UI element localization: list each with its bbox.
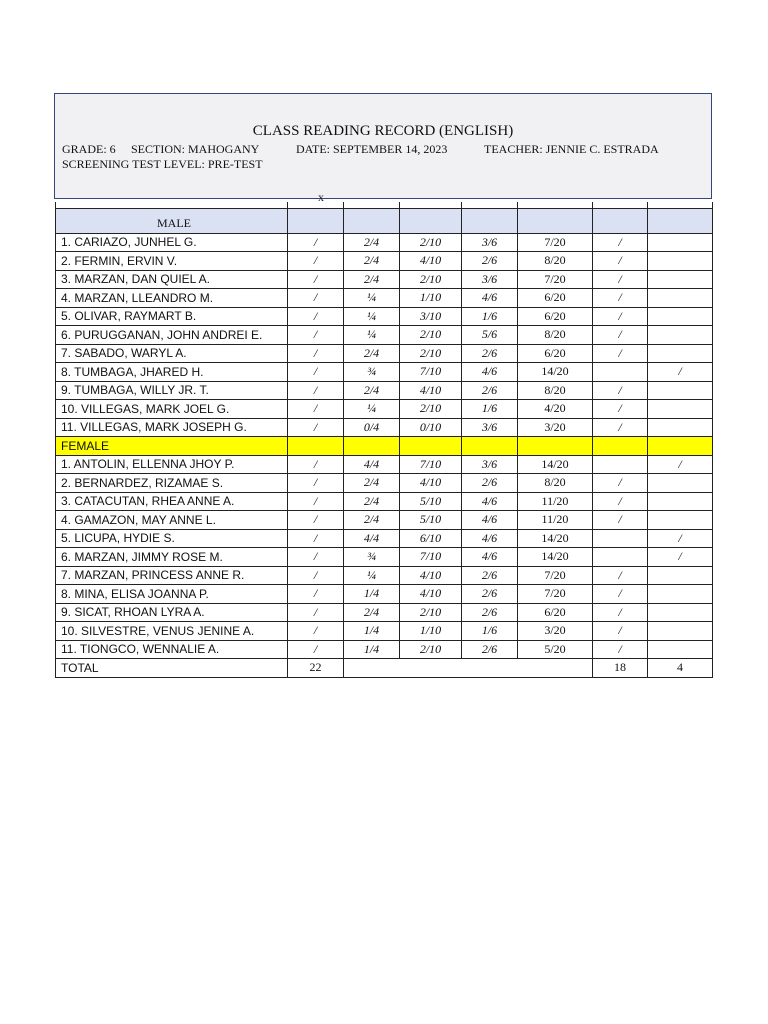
assessed-mark-cell: /	[288, 455, 344, 474]
level-1-mark-cell: /	[593, 289, 648, 308]
total-score-cell: 3/20	[518, 418, 593, 437]
level-2-mark-cell	[648, 640, 713, 659]
score-part-1-cell: 0/4	[344, 418, 400, 437]
level-2-mark-cell	[648, 252, 713, 271]
score-part-3-cell: 4/6	[462, 511, 518, 530]
score-part-2-cell: 4/10	[400, 585, 462, 604]
level-1-mark-cell: /	[593, 344, 648, 363]
student-name-cell: 9. TUMBAGA, WILLY JR. T.	[56, 381, 288, 400]
student-name-cell: 7. SABADO, WARYL A.	[56, 344, 288, 363]
total-score-cell: 14/20	[518, 548, 593, 567]
assessed-mark-cell: /	[288, 418, 344, 437]
score-part-3-cell: 2/6	[462, 585, 518, 604]
score-part-1-cell: ¼	[344, 289, 400, 308]
score-part-1-cell: ¼	[344, 307, 400, 326]
assessed-mark-cell: /	[288, 289, 344, 308]
assessed-mark-cell: /	[288, 233, 344, 252]
table-row	[56, 640, 713, 659]
level-1-mark-cell: /	[593, 270, 648, 289]
score-part-3-cell: 3/6	[462, 418, 518, 437]
level-1-mark-cell: /	[593, 381, 648, 400]
reading-record-table	[55, 202, 713, 678]
table-row	[56, 233, 713, 252]
total-score-cell: 14/20	[518, 455, 593, 474]
student-name-cell: 6. PURUGGANAN, JOHN ANDREI E.	[56, 326, 288, 345]
assessed-mark-cell: /	[288, 640, 344, 659]
total-score-cell: 7/20	[518, 270, 593, 289]
assessed-mark-cell: /	[288, 307, 344, 326]
student-name-cell: 10. VILLEGAS, MARK JOEL G.	[56, 400, 288, 419]
score-part-1-cell: ¾	[344, 548, 400, 567]
cell	[518, 437, 593, 456]
date-label: DATE: SEPTEMBER 14, 2023	[296, 142, 448, 156]
total-label-cell: TOTAL	[56, 659, 288, 678]
score-part-2-cell: 2/10	[400, 400, 462, 419]
student-name-cell: 10. SILVESTRE, VENUS JENINE A.	[56, 622, 288, 641]
total-score-cell: 5/20	[518, 640, 593, 659]
level-2-mark-cell: /	[648, 548, 713, 567]
assessed-mark-cell: /	[288, 400, 344, 419]
cell	[648, 208, 713, 233]
level-1-mark-cell	[593, 363, 648, 382]
score-part-2-cell: 2/10	[400, 344, 462, 363]
score-part-3-cell: 4/6	[462, 548, 518, 567]
level-2-mark-cell: /	[648, 455, 713, 474]
table-row	[56, 548, 713, 567]
total-score-cell: 6/20	[518, 344, 593, 363]
assessed-mark-cell: /	[288, 603, 344, 622]
assessed-mark-cell: /	[288, 492, 344, 511]
total-score-cell: 6/20	[518, 289, 593, 308]
total-score-cell: 14/20	[518, 529, 593, 548]
header-meta-line	[62, 142, 659, 157]
level-1-mark-cell: /	[593, 603, 648, 622]
score-part-2-cell: 4/10	[400, 252, 462, 271]
level-2-mark-cell	[648, 418, 713, 437]
level-2-mark-cell	[648, 307, 713, 326]
score-part-3-cell: 4/6	[462, 492, 518, 511]
score-part-2-cell: 0/10	[400, 418, 462, 437]
score-part-2-cell: 4/10	[400, 381, 462, 400]
score-part-1-cell: 1/4	[344, 640, 400, 659]
total-level-1-cell: 18	[593, 659, 648, 678]
score-part-2-cell: 3/10	[400, 307, 462, 326]
total-score-cell: 11/20	[518, 492, 593, 511]
cell	[462, 208, 518, 233]
total-score-cell: 6/20	[518, 603, 593, 622]
score-part-2-cell: 7/10	[400, 548, 462, 567]
score-part-1-cell: ¾	[344, 363, 400, 382]
cell	[648, 437, 713, 456]
level-1-mark-cell: /	[593, 585, 648, 604]
student-name-cell: 5. OLIVAR, RAYMART B.	[56, 307, 288, 326]
cell	[593, 437, 648, 456]
level-1-mark-cell: /	[593, 622, 648, 641]
score-part-3-cell: 5/6	[462, 326, 518, 345]
score-part-2-cell: 1/10	[400, 622, 462, 641]
assessed-mark-cell: /	[288, 474, 344, 493]
score-part-3-cell: 2/6	[462, 640, 518, 659]
score-part-2-cell: 5/10	[400, 492, 462, 511]
total-score-cell: 7/20	[518, 566, 593, 585]
student-name-cell: 7. MARZAN, PRINCESS ANNE R.	[56, 566, 288, 585]
student-name-cell: 3. MARZAN, DAN QUIEL A.	[56, 270, 288, 289]
table-body	[56, 202, 713, 677]
score-part-2-cell: 2/10	[400, 233, 462, 252]
total-blank-cell	[344, 659, 593, 678]
level-1-mark-cell: /	[593, 400, 648, 419]
cell	[344, 437, 400, 456]
clipped-header-glyph: x	[318, 195, 324, 203]
table-row	[56, 511, 713, 530]
total-score-cell: 11/20	[518, 511, 593, 530]
total-score-cell: 8/20	[518, 474, 593, 493]
level-2-mark-cell	[648, 566, 713, 585]
score-part-3-cell: 4/6	[462, 529, 518, 548]
student-name-cell: 11. TIONGCO, WENNALIE A.	[56, 640, 288, 659]
total-level-2-cell: 4	[648, 659, 713, 678]
female-header-row	[56, 437, 713, 456]
total-row	[56, 659, 713, 678]
level-2-mark-cell	[648, 270, 713, 289]
student-name-cell: 11. VILLEGAS, MARK JOSEPH G.	[56, 418, 288, 437]
score-part-2-cell: 2/10	[400, 640, 462, 659]
score-part-1-cell: 2/4	[344, 492, 400, 511]
student-name-cell: 1. CARIAZO, JUNHEL G.	[56, 233, 288, 252]
level-2-mark-cell	[648, 511, 713, 530]
total-score-cell: 7/20	[518, 585, 593, 604]
score-part-3-cell: 3/6	[462, 270, 518, 289]
score-part-3-cell: 2/6	[462, 603, 518, 622]
student-name-cell: 5. LICUPA, HYDIE S.	[56, 529, 288, 548]
level-1-mark-cell: /	[593, 511, 648, 530]
student-name-cell: 3. CATACUTAN, RHEA ANNE A.	[56, 492, 288, 511]
student-name-cell: 8. TUMBAGA, JHARED H.	[56, 363, 288, 382]
screening-level-label: SCREENING TEST LEVEL: PRE-TEST	[62, 157, 263, 171]
student-name-cell: 6. MARZAN, JIMMY ROSE M.	[56, 548, 288, 567]
table-row	[56, 344, 713, 363]
student-name-cell: 9. SICAT, RHOAN LYRA A.	[56, 603, 288, 622]
score-part-2-cell: 7/10	[400, 363, 462, 382]
level-1-mark-cell: /	[593, 640, 648, 659]
assessed-mark-cell: /	[288, 529, 344, 548]
level-1-mark-cell: /	[593, 307, 648, 326]
student-name-cell: 2. BERNARDEZ, RIZAMAE S.	[56, 474, 288, 493]
level-1-mark-cell: /	[593, 252, 648, 271]
total-score-cell: 3/20	[518, 622, 593, 641]
score-part-2-cell: 4/10	[400, 566, 462, 585]
female-section-label: FEMALE	[56, 437, 288, 456]
score-part-3-cell: 1/6	[462, 307, 518, 326]
assessed-mark-cell: /	[288, 326, 344, 345]
level-2-mark-cell	[648, 492, 713, 511]
section-label: SECTION: MAHOGANY	[131, 142, 260, 156]
teacher-label: TEACHER: JENNIE C. ESTRADA	[484, 142, 659, 156]
level-2-mark-cell	[648, 289, 713, 308]
level-2-mark-cell	[648, 603, 713, 622]
total-score-cell: 7/20	[518, 233, 593, 252]
table-row	[56, 566, 713, 585]
table-row	[56, 585, 713, 604]
score-part-1-cell: 4/4	[344, 455, 400, 474]
cell	[344, 208, 400, 233]
total-assessed-cell: 22	[288, 659, 344, 678]
table-row	[56, 307, 713, 326]
score-part-1-cell: 2/4	[344, 474, 400, 493]
cell	[593, 208, 648, 233]
score-part-1-cell: 1/4	[344, 622, 400, 641]
cell	[400, 437, 462, 456]
score-part-1-cell: 2/4	[344, 233, 400, 252]
score-part-3-cell: 1/6	[462, 622, 518, 641]
level-2-mark-cell: /	[648, 529, 713, 548]
student-name-cell: 2. FERMIN, ERVIN V.	[56, 252, 288, 271]
score-part-2-cell: 7/10	[400, 455, 462, 474]
cell	[288, 437, 344, 456]
score-part-1-cell: 4/4	[344, 529, 400, 548]
level-2-mark-cell: /	[648, 363, 713, 382]
score-part-3-cell: 1/6	[462, 400, 518, 419]
assessed-mark-cell: /	[288, 622, 344, 641]
level-1-mark-cell: /	[593, 492, 648, 511]
table-row	[56, 289, 713, 308]
table-row	[56, 326, 713, 345]
level-2-mark-cell	[648, 326, 713, 345]
student-name-cell: 4. MARZAN, LLEANDRO M.	[56, 289, 288, 308]
score-part-3-cell: 3/6	[462, 233, 518, 252]
total-score-cell: 4/20	[518, 400, 593, 419]
table-row	[56, 603, 713, 622]
assessed-mark-cell: /	[288, 548, 344, 567]
assessed-mark-cell: /	[288, 363, 344, 382]
assessed-mark-cell: /	[288, 511, 344, 530]
total-score-cell: 8/20	[518, 326, 593, 345]
score-part-1-cell: 2/4	[344, 381, 400, 400]
assessed-mark-cell: /	[288, 585, 344, 604]
score-part-3-cell: 2/6	[462, 252, 518, 271]
male-section-label: MALE	[56, 208, 288, 233]
table-row	[56, 252, 713, 271]
level-1-mark-cell	[593, 455, 648, 474]
score-part-1-cell: 1/4	[344, 585, 400, 604]
score-part-1-cell: 2/4	[344, 252, 400, 271]
student-name-cell: 1. ANTOLIN, ELLENNA JHOY P.	[56, 455, 288, 474]
student-name-cell: 8. MINA, ELISA JOANNA P.	[56, 585, 288, 604]
score-part-3-cell: 3/6	[462, 455, 518, 474]
record-header	[54, 93, 712, 199]
score-part-2-cell: 4/10	[400, 474, 462, 493]
score-part-1-cell: 2/4	[344, 603, 400, 622]
table-row	[56, 270, 713, 289]
assessed-mark-cell: /	[288, 252, 344, 271]
table-row	[56, 455, 713, 474]
score-part-3-cell: 2/6	[462, 381, 518, 400]
score-part-2-cell: 6/10	[400, 529, 462, 548]
table-row	[56, 529, 713, 548]
score-part-2-cell: 2/10	[400, 326, 462, 345]
level-2-mark-cell	[648, 474, 713, 493]
table-row	[56, 474, 713, 493]
total-score-cell: 6/20	[518, 307, 593, 326]
score-part-3-cell: 2/6	[462, 474, 518, 493]
score-part-2-cell: 1/10	[400, 289, 462, 308]
level-1-mark-cell: /	[593, 418, 648, 437]
total-score-cell: 8/20	[518, 252, 593, 271]
score-part-1-cell: ¼	[344, 326, 400, 345]
level-2-mark-cell	[648, 381, 713, 400]
cell	[400, 208, 462, 233]
cell	[462, 437, 518, 456]
level-1-mark-cell	[593, 548, 648, 567]
level-1-mark-cell: /	[593, 474, 648, 493]
score-part-2-cell: 5/10	[400, 511, 462, 530]
cell	[518, 208, 593, 233]
level-1-mark-cell: /	[593, 566, 648, 585]
level-2-mark-cell	[648, 622, 713, 641]
score-part-1-cell: 2/4	[344, 270, 400, 289]
level-2-mark-cell	[648, 233, 713, 252]
level-1-mark-cell: /	[593, 233, 648, 252]
grade-label: GRADE: 6	[62, 142, 116, 156]
table-row	[56, 400, 713, 419]
score-part-1-cell: 2/4	[344, 344, 400, 363]
level-1-mark-cell: /	[593, 326, 648, 345]
level-2-mark-cell	[648, 344, 713, 363]
assessed-mark-cell: /	[288, 566, 344, 585]
level-2-mark-cell	[648, 400, 713, 419]
level-2-mark-cell	[648, 585, 713, 604]
table-row	[56, 381, 713, 400]
cell	[288, 208, 344, 233]
score-part-3-cell: 2/6	[462, 344, 518, 363]
score-part-3-cell: 4/6	[462, 363, 518, 382]
document-title: CLASS READING RECORD (ENGLISH)	[252, 123, 514, 139]
score-part-2-cell: 2/10	[400, 603, 462, 622]
score-part-1-cell: 2/4	[344, 511, 400, 530]
assessed-mark-cell: /	[288, 381, 344, 400]
level-1-mark-cell	[593, 529, 648, 548]
table-row	[56, 363, 713, 382]
score-part-2-cell: 2/10	[400, 270, 462, 289]
assessed-mark-cell: /	[288, 344, 344, 363]
total-score-cell: 8/20	[518, 381, 593, 400]
assessed-mark-cell: /	[288, 270, 344, 289]
score-part-1-cell: ¼	[344, 566, 400, 585]
total-score-cell: 14/20	[518, 363, 593, 382]
student-name-cell: 4. GAMAZON, MAY ANNE L.	[56, 511, 288, 530]
table-row	[56, 622, 713, 641]
score-part-1-cell: ¼	[344, 400, 400, 419]
score-part-3-cell: 2/6	[462, 566, 518, 585]
table-row	[56, 418, 713, 437]
score-part-3-cell: 4/6	[462, 289, 518, 308]
male-header-row	[56, 208, 713, 233]
table-row	[56, 492, 713, 511]
